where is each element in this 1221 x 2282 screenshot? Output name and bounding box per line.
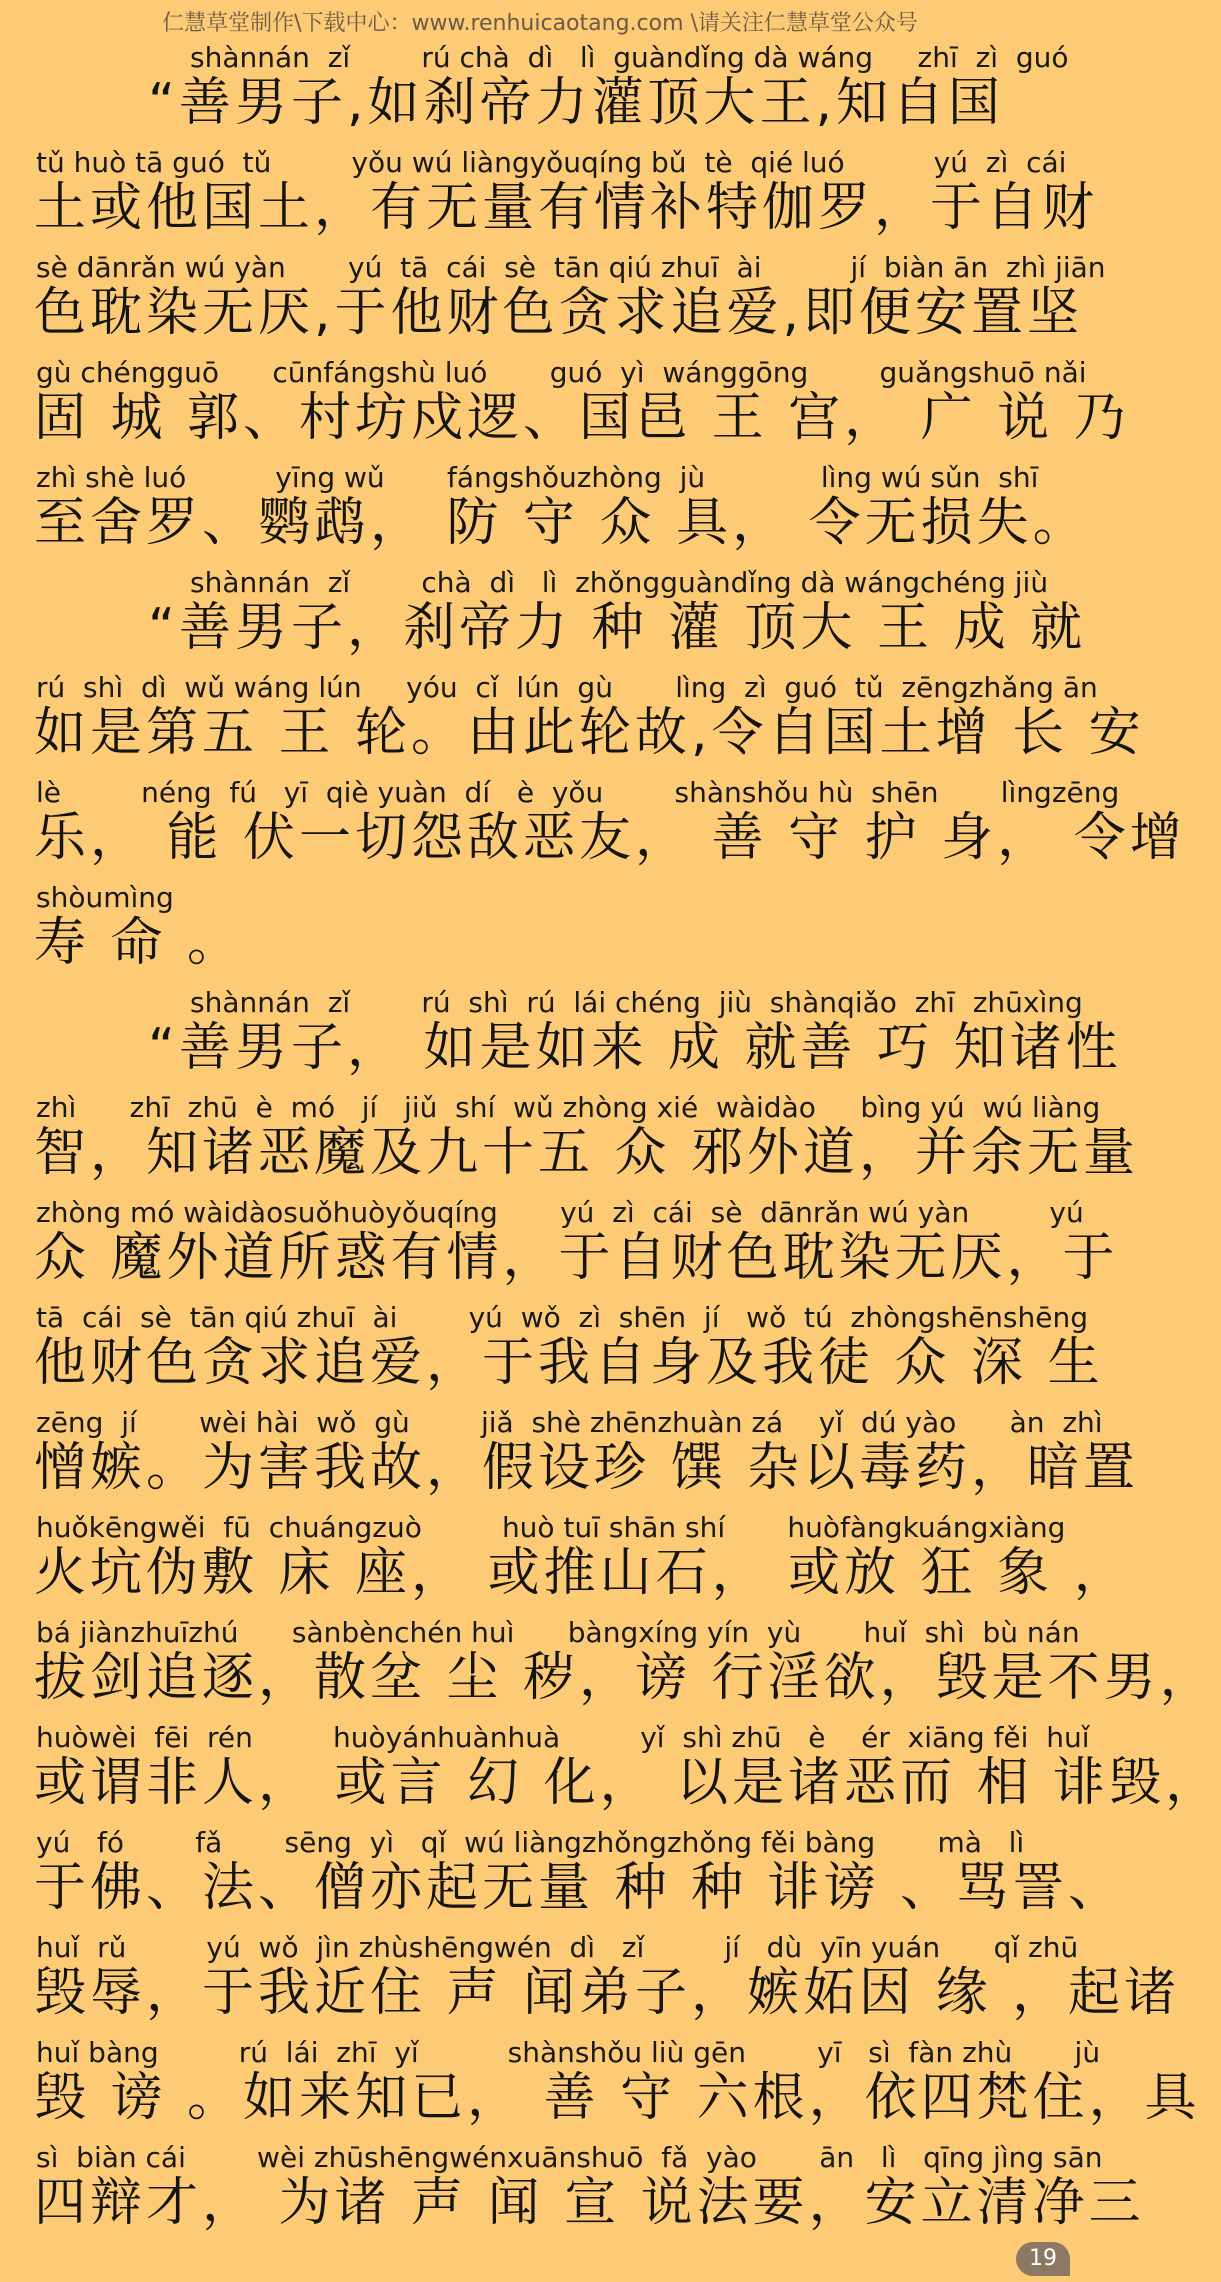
pinyin-annotation: tā cái sè tān qiú zhuī ài yú wǒ zì shēn jí wǒ tú zhòngshēnshēng: [36, 1301, 1089, 1334]
chinese-text: 寿 命 。: [34, 913, 244, 973]
chinese-text: 憎嫉。为害我故，假设珍 馔 杂以毒药，暗置: [34, 1438, 1140, 1498]
text-line: [0, 561, 1087, 666]
text-line: [0, 1506, 1130, 1611]
chinese-text: 或谓非人， 或言 幻 化， 以是诸恶而 相 诽毁，: [34, 1753, 1221, 1813]
pinyin-annotation: zhòng mó wàidàosuǒhuòyǒuqíng yú zì cái sè dānrǎn wú yàn yú: [36, 1196, 1084, 1229]
chinese-text: “善男子,如刹帝力灌顶大王,知自国: [148, 73, 1004, 133]
chinese-text: 如是第五 王 轮。由此轮故,令自国土增 长 安: [34, 703, 1145, 763]
chinese-text: 四辩才， 为诸 声 闻 宣 说法要，安立清净三: [34, 2173, 1145, 2233]
page-header-watermark: 仁慧草堂制作\下载中心：www.renhuicaotang.com \请关注仁慧草堂公众号: [162, 11, 918, 36]
scripture-text-body: [0, 36, 1221, 2241]
chinese-text: 拔剑追逐，散坌 尘 秽，谤 行淫欲，毁是不男，: [34, 1648, 1216, 1708]
text-line: [0, 666, 1145, 771]
pinyin-annotation: huǒkēngwěi fū chuángzuò huò tuī shān shí huòfàngkuángxiàng: [36, 1511, 1066, 1544]
text-line: [0, 1086, 1140, 1191]
chinese-text: 土或他国土，有无量有情补特伽罗，于自财: [34, 178, 1099, 238]
pinyin-annotation: bá jiànzhuīzhú sànbènchén huì bàngxíng yín yù huǐ shì bù nán: [36, 1616, 1080, 1649]
chinese-text: 固 城 郭、村坊戍逻、国邑 王 宫， 广 说 乃: [34, 388, 1130, 448]
text-line: [0, 141, 1099, 246]
text-line: [0, 246, 1106, 351]
chinese-text: 乐， 能 伏一切怨敌恶友， 善 守 护 身， 令增: [34, 808, 1186, 868]
chinese-text: 至舍罗、鹦鹉， 防 守 众 具， 令无损失。: [34, 493, 1089, 553]
text-line: [0, 456, 1089, 561]
text-line: [0, 2136, 1145, 2241]
pinyin-annotation: huǐ bàng rú lái zhī yǐ shànshǒu liù gēn yī sì fàn zhù jù: [36, 2036, 1101, 2069]
pinyin-annotation: yú fó fǎ sēng yì qǐ wú liàngzhǒngzhǒng fěi bàng mà lì: [36, 1826, 1025, 1859]
chinese-text: 智，知诸恶魔及九十五 众 邪外道，并余无量: [34, 1123, 1140, 1183]
chinese-text: “善男子， 如是如来 成 就善 巧 知诸性: [148, 1018, 1122, 1078]
text-line: [0, 36, 1080, 141]
pinyin-annotation: sì biàn cái wèi zhūshēngwénxuānshuō fǎ yào ān lì qīng jìng sān: [36, 2141, 1103, 2174]
pinyin-annotation: tǔ huò tā guó tǔ yǒu wú liàngyǒuqíng bǔ tè qié luó yú zì cái: [36, 146, 1067, 179]
pinyin-annotation: gù chéngguō cūnfángshù luó guó yì wánggōng guǎngshuō nǎi: [36, 356, 1087, 389]
chinese-text: 于佛、法、僧亦起无量 种 种 诽谤 、骂詈、: [34, 1858, 1125, 1918]
pinyin-annotation: shànnán zǐ rú shì rú lái chéng jiù shànqiǎo zhī zhūxìng: [190, 986, 1083, 1019]
pinyin-annotation: zhì shè luó yīng wǔ fángshǒuzhòng jù lìng wú sǔn shī: [36, 461, 1039, 494]
pinyin-annotation: shànnán zǐ rú chà dì lì guàndǐng dà wáng zhī zì guó: [190, 41, 1069, 74]
chinese-text: 毁 谤 。如来知已， 善 守 六根，依四梵住，具: [34, 2068, 1201, 2128]
text-line: [0, 1926, 1181, 2031]
text-line: [0, 1821, 1125, 1926]
pinyin-annotation: shànnán zǐ chà dì lì zhǒngguàndǐng dà wángchéng jiù: [190, 566, 1049, 599]
pinyin-annotation: zhì zhī zhū è mó jí jiǔ shí wǔ zhòng xié wàidào bìng yú wú liàng: [36, 1091, 1101, 1124]
chinese-text: 众 魔外道所惑有情，于自财色耽染无厌，于: [34, 1228, 1119, 1288]
pinyin-annotation: huǐ rǔ yú wǒ jìn zhùshēngwén dì zǐ jí dù yīn yuán qǐ zhū: [36, 1931, 1079, 1964]
pinyin-annotation: rú shì dì wǔ wáng lún yóu cǐ lún gù lìng zì guó tǔ zēngzhǎng ān: [36, 671, 1098, 704]
text-line: [0, 1611, 1216, 1716]
text-line: [0, 351, 1130, 456]
text-line: [0, 1296, 1104, 1401]
pinyin-annotation: shòumìng: [36, 881, 174, 914]
pinyin-annotation: huòwèi fēi rén huòyánhuànhuà yǐ shì zhū è ér xiāng fěi huǐ: [36, 1721, 1090, 1754]
text-line: [0, 2031, 1201, 2136]
pinyin-annotation: sè dānrǎn wú yàn yú tā cái sè tān qiú zhuī ài jí biàn ān zhì jiān: [36, 251, 1106, 284]
text-line: [0, 1401, 1140, 1506]
text-line: [0, 771, 1186, 876]
pinyin-annotation: zēng jí wèi hài wǒ gù jiǎ shè zhēnzhuàn zá yǐ dú yào àn zhì: [36, 1406, 1103, 1439]
text-line: [0, 981, 1122, 1086]
chinese-text: 毁辱，于我近住 声 闻弟子，嫉妬因 缘 ，起诸: [34, 1963, 1181, 2023]
pinyin-annotation: lè néng fú yī qiè yuàn dí è yǒu shànshǒu hù shēn lìngzēng: [36, 776, 1120, 809]
chinese-text: 色耽染无厌,于他财色贪求追爱,即便安置坚: [34, 283, 1084, 343]
text-line: [0, 1716, 1221, 1821]
chinese-text: 他财色贪求追爱，于我自身及我徒 众 深 生: [34, 1333, 1104, 1393]
chinese-text: 火坑伪敷 床 座， 或推山石， 或放 狂 象 ，: [34, 1543, 1130, 1603]
chinese-text: “善男子，刹帝力 种 灌 顶大 王 成 就: [148, 598, 1087, 658]
text-line: [0, 1191, 1119, 1296]
page-number-badge: 19: [1016, 2242, 1070, 2276]
text-line: [0, 876, 1080, 981]
